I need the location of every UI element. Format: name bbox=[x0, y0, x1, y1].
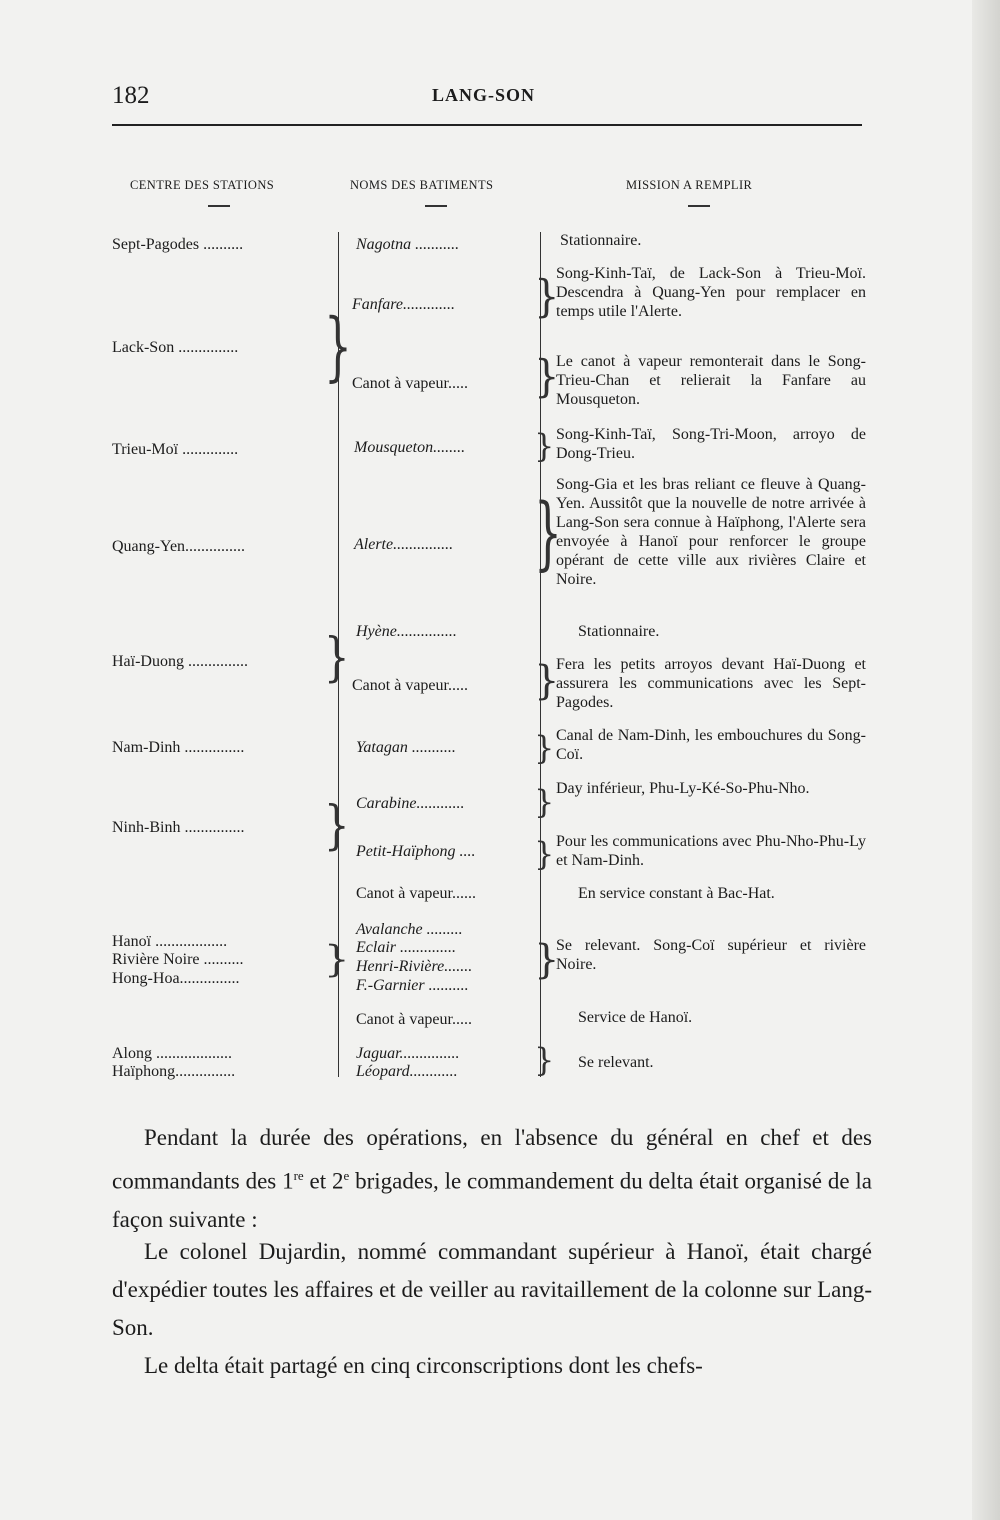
mission-text: Song-Kinh-Taï, Song-Tri-Moon, arroyo de Dong-Trieu. bbox=[556, 426, 866, 462]
mission-text: En service constant à Bac-Hat. bbox=[578, 885, 775, 902]
page-edge-shadow bbox=[972, 0, 1000, 1520]
ship-name: Avalanche ......... bbox=[356, 921, 463, 938]
station-label: Trieu-Moï .............. bbox=[112, 441, 239, 458]
station-label: Sept-Pagodes .......... bbox=[112, 236, 244, 253]
header-dash bbox=[425, 205, 447, 207]
mission-text: Se relevant. Song-Coï supérieur et rivière Noire. bbox=[556, 937, 866, 973]
ship-name: Canot à vapeur..... bbox=[356, 1011, 472, 1028]
body-paragraph: Le delta était partagé en cinq circonscriptions dont les chefs- bbox=[144, 1353, 703, 1378]
mission-text: Service de Hanoï. bbox=[578, 1009, 693, 1026]
ship-name: F.-Garnier .......... bbox=[356, 977, 469, 994]
mission-text: Pour les communications avec Phu-Nho-Phu-Ly et Nam-Dinh. bbox=[556, 833, 866, 869]
running-title: LANG-SON bbox=[432, 85, 536, 105]
ship-name: Yatagan ........... bbox=[356, 739, 456, 756]
header-rule bbox=[112, 124, 862, 126]
brace-icon: } bbox=[534, 729, 555, 767]
station-label: Haïphong............... bbox=[112, 1063, 236, 1080]
page-number: 182 bbox=[112, 82, 150, 109]
brace-icon: } bbox=[534, 271, 560, 323]
ship-name: Léopard............ bbox=[356, 1063, 458, 1080]
ship-name: Henri-Rivière....... bbox=[356, 958, 473, 975]
station-label: Quang-Yen............... bbox=[112, 538, 246, 555]
ship-name: Mousqueton........ bbox=[354, 439, 466, 456]
mission-text: Stationnaire. bbox=[560, 232, 642, 249]
station-label: Nam-Dinh ............... bbox=[112, 739, 245, 756]
body-paragraph: Le colonel Dujardin, nommé commandant supérieur à Hanoï, était chargé d'expédier toutes les affaires et de veiller au ravitaillement de la colonne sur Lang-Son. bbox=[112, 1239, 872, 1340]
header-dash bbox=[208, 205, 230, 207]
mission-text: Stationnaire. bbox=[578, 623, 660, 640]
mission-text: Song-Kinh-Taï, de Lack-Son à Trieu-Moï. Descendra à Quang-Yen pour remplacer en temps utile l'Alerte. bbox=[556, 265, 866, 320]
brace-icon: } bbox=[534, 658, 560, 704]
mission-text: Day inférieur, Phu-Ly-Ké-So-Phu-Nho. bbox=[556, 780, 810, 797]
brace-icon: } bbox=[534, 351, 560, 403]
mission-text: Song-Gia et les bras reliant ce fleuve à Quang-Yen. Aussitôt que la nouvelle de notre arrivée à Lang-Son sera connue à Haïphong, l'Alerte sera envoyée à Hanoï pour renforcer le groupe opérant de cette ville aux rivières Claire et Noire. bbox=[556, 476, 866, 588]
brace-icon: } bbox=[324, 628, 350, 688]
brace-icon: } bbox=[534, 1041, 555, 1079]
body-paragraph: Pendant la durée des opérations, en l'absence du général en chef et des commandants des 1re et 2e brigades, le commandement du delta était organisé de la façon suivante : bbox=[112, 1125, 872, 1232]
brace-icon: } bbox=[534, 427, 555, 465]
column-header-ships: NOMS DES BATIMENTS bbox=[350, 178, 494, 192]
station-label: Rivière Noire .......... bbox=[112, 951, 244, 968]
column-header-stations: CENTRE DES STATIONS bbox=[130, 178, 275, 192]
station-label: Lack-Son ............... bbox=[112, 339, 239, 356]
column-header-missions: MISSION A REMPLIR bbox=[626, 178, 753, 192]
running-header bbox=[112, 82, 862, 112]
ship-name: Canot à vapeur...... bbox=[356, 885, 476, 902]
ship-name: Canot à vapeur..... bbox=[352, 375, 468, 392]
brace-icon: } bbox=[534, 835, 555, 873]
ship-name: Petit-Haïphong .... bbox=[356, 843, 476, 860]
brace-icon: } bbox=[534, 937, 560, 983]
ship-name: Jaguar............... bbox=[356, 1045, 460, 1062]
ship-name: Hyène............... bbox=[356, 623, 457, 640]
station-label: Haï-Duong ............... bbox=[112, 653, 248, 670]
ship-name: Fanfare............. bbox=[352, 296, 455, 313]
ship-name: Eclair .............. bbox=[356, 939, 456, 956]
mission-text: Canal de Nam-Dinh, les embouchures du Song-Coï. bbox=[556, 727, 866, 763]
brace-icon: } bbox=[324, 939, 350, 981]
brace-icon: } bbox=[324, 303, 352, 391]
header-dash bbox=[688, 205, 710, 207]
brace-icon: } bbox=[534, 783, 555, 821]
ship-name: Nagotna ........... bbox=[356, 236, 460, 253]
ship-name: Canot à vapeur..... bbox=[352, 677, 468, 694]
mission-text: Fera les petits arroyos devant Haï-Duong et assurera les communications avec les Sept-Pagodes. bbox=[556, 656, 866, 711]
station-label: Hanoï .................. bbox=[112, 933, 228, 950]
station-label: Ninh-Binh ............... bbox=[112, 819, 245, 836]
ship-name: Alerte............... bbox=[354, 536, 454, 553]
station-label: Hong-Hoa............... bbox=[112, 970, 240, 987]
mission-text: Se relevant. bbox=[578, 1054, 654, 1071]
brace-icon: } bbox=[324, 796, 350, 856]
brace-icon: } bbox=[534, 488, 562, 580]
mission-text: Le canot à vapeur remonterait dans le Song-Trieu-Chan et relierait la Fanfare au Mousqueton. bbox=[556, 353, 866, 408]
ship-name: Carabine............ bbox=[356, 795, 465, 812]
station-label: Along ................... bbox=[112, 1045, 232, 1062]
